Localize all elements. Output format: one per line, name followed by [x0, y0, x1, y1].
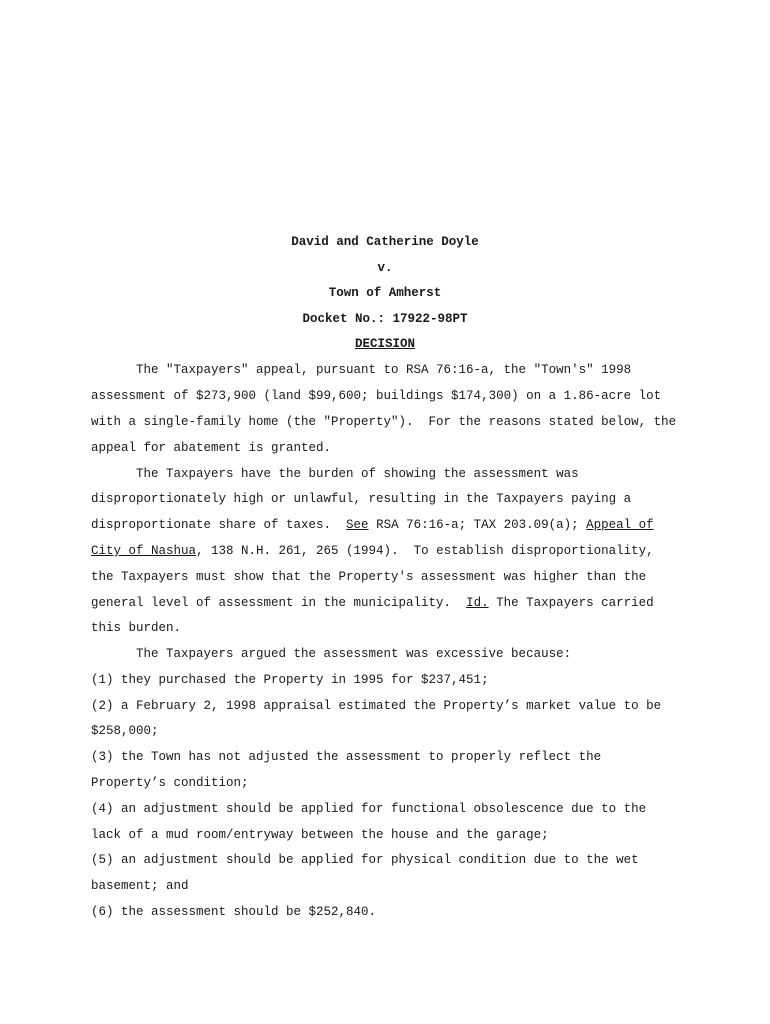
caption-versus: v. [377, 261, 393, 275]
para2-line-1: The Taxpayers have the burden of showing the assessment was [136, 467, 579, 481]
list-item: Property’s condition; [91, 776, 249, 790]
para2-text: The Taxpayers carried [488, 596, 654, 610]
para3-line-1: The Taxpayers argued the assessment was excessive because: [136, 647, 572, 661]
para2-text: disproportionate share of taxes. [91, 518, 347, 532]
para2-line-7: this burden. [91, 621, 182, 635]
para2-text: general level of assessment in the municipality. [91, 596, 467, 610]
para2-text: , 138 N.H. 261, 265 (1994). To establish disproportionality, [196, 544, 654, 558]
citation-see: See [346, 518, 369, 532]
citation-appeal-of: Appeal of [586, 518, 654, 532]
caption-party-2: Town of Amherst [328, 286, 442, 300]
para2-line-5: the Taxpayers must show that the Property's assessment was higher than the [91, 570, 647, 584]
para1-line-3: with a single-family home (the "Property"). For the reasons stated below, the [91, 415, 677, 429]
list-item: (6) the assessment should be $252,840. [91, 905, 377, 919]
list-item: $258,000; [91, 724, 159, 738]
list-item: (4) an adjustment should be applied for functional obsolescence due to the [91, 802, 647, 816]
para2-line-2: disproportionately high or unlawful, resulting in the Taxpayers paying a [91, 492, 632, 506]
citation-city-of-nashua: City of Nashua [91, 544, 197, 558]
list-item: lack of a mud room/entryway between the house and the garage; [91, 828, 549, 842]
para1-line-2: assessment of $273,900 (land $99,600; buildings $174,300) on a 1.86-acre lot [91, 389, 662, 403]
para2-line-4 [91, 543, 731, 559]
list-item: (1) they purchased the Property in 1995 for $237,451; [91, 673, 489, 687]
list-item: (5) an adjustment should be applied for physical condition due to the wet [91, 853, 639, 867]
list-item: basement; and [91, 879, 189, 893]
docket-number: Docket No.: 17922-98PT [302, 312, 468, 326]
para2-text: RSA 76:16-a; TAX 203.09(a); [368, 518, 587, 532]
citation-id: Id. [466, 596, 489, 610]
para2-line-6 [91, 595, 731, 611]
list-item: (3) the Town has not adjusted the assessment to properly reflect the [91, 750, 602, 764]
caption-party-1: David and Catherine Doyle [291, 235, 479, 249]
para1-line-1: The "Taxpayers" appeal, pursuant to RSA 76:16-a, the "Town's" 1998 [136, 363, 632, 377]
list-item: (2) a February 2, 1998 appraisal estimated the Property’s market value to be [91, 699, 662, 713]
decision-heading: DECISION [354, 337, 415, 351]
para1-line-4: appeal for abatement is granted. [91, 441, 332, 455]
para2-line-3 [91, 517, 731, 533]
